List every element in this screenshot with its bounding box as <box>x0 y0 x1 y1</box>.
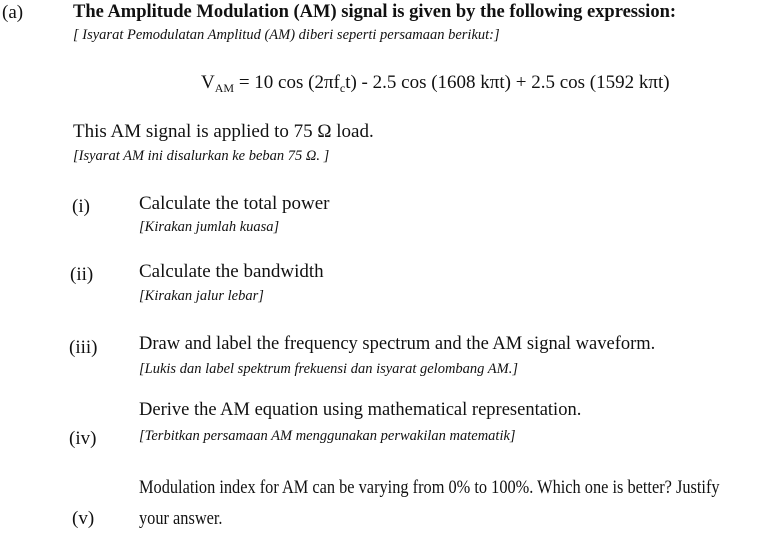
equation-rhs-pre: = 10 cos (2πf <box>234 72 340 93</box>
equation-rhs-sub: c <box>339 81 346 95</box>
equation-rhs-post: t) - 2.5 cos (1608 kπt) + 2.5 cos (1592 kπt) <box>345 72 670 93</box>
question-text-en: The Amplitude Modulation (AM) signal is given by the following expression: <box>73 2 677 22</box>
part-text-en: Calculate the total power <box>139 193 330 214</box>
part-label: (i) <box>72 196 90 217</box>
part-text-ms: [Kirakan jalur lebar] <box>139 288 264 304</box>
part-text-en: Draw and label the frequency spectrum and the AM signal waveform. <box>139 334 656 354</box>
equation-lhs: V <box>201 72 215 93</box>
part-text-en-line2: your answer. <box>139 508 223 529</box>
am-equation <box>201 72 670 96</box>
load-text-en: This AM signal is applied to 75 Ω load. <box>73 121 374 142</box>
part-text-ms: [Lukis dan label spektrum frekuensi dan isyarat gelombang AM.] <box>139 361 518 377</box>
part-label: (iv) <box>69 428 97 449</box>
part-text-ms: [Kirakan jumlah kuasa] <box>139 219 280 235</box>
load-text-ms: [Isyarat AM ini disalurkan ke beban 75 Ω. ] <box>73 148 330 164</box>
part-text-en: Derive the AM equation using mathematical representation. <box>139 400 582 420</box>
part-text-en: Calculate the bandwidth <box>139 261 324 282</box>
part-text-ms: [Terbitkan persamaan AM menggunakan perwakilan matematik] <box>139 428 516 444</box>
part-label: (iii) <box>69 337 98 358</box>
question-text-ms: [ Isyarat Pemodulatan Amplitud (AM) diberi seperti persamaan berikut:] <box>73 27 500 43</box>
equation-lhs-sub: AM <box>214 81 235 95</box>
part-label: (ii) <box>70 264 94 285</box>
question-label: (a) <box>2 2 24 23</box>
part-text-en-line1: Modulation index for AM can be varying from 0% to 100%. Which one is better? Justify <box>139 477 720 498</box>
part-label: (v) <box>72 508 95 529</box>
